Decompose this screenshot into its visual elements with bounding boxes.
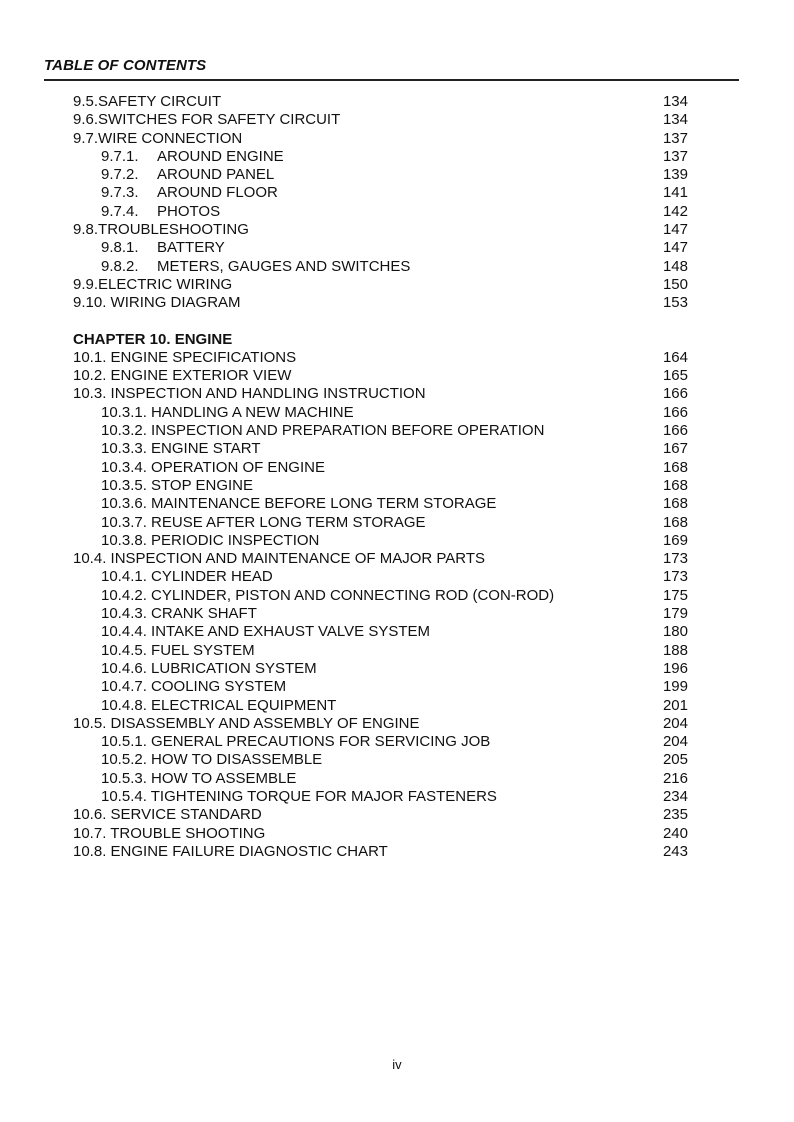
- toc-entry[interactable]: [73, 258, 688, 276]
- toc-entry-page: 168: [662, 476, 688, 494]
- toc-entry-page: 196: [662, 659, 688, 677]
- toc-entry[interactable]: [73, 550, 688, 568]
- toc-entry-label: 10.4.5. FUEL SYSTEM: [101, 641, 255, 659]
- toc-entry-page: 165: [662, 367, 688, 385]
- toc-entry-page: 216: [662, 769, 688, 787]
- toc-entry[interactable]: [73, 568, 688, 586]
- toc-entry[interactable]: [73, 148, 688, 166]
- toc-entry[interactable]: [73, 514, 688, 532]
- toc-entry[interactable]: [73, 221, 688, 239]
- chapter-10-list: [73, 349, 688, 861]
- toc-entry-page: 153: [662, 294, 688, 312]
- toc-entry[interactable]: [73, 806, 688, 824]
- toc-entry-label: [73, 111, 340, 129]
- toc-entry[interactable]: [73, 184, 688, 202]
- toc-entry[interactable]: [73, 825, 688, 843]
- toc-entry-number: 9.7.1.: [101, 147, 139, 165]
- toc-entry[interactable]: [73, 93, 688, 111]
- toc-entry-text: BATTERY: [157, 239, 225, 257]
- toc-entry-label: [73, 294, 241, 312]
- toc-entry[interactable]: [73, 166, 688, 184]
- toc-entry-label: 10.3.3. ENGINE START: [101, 440, 261, 458]
- toc-entry[interactable]: [73, 440, 688, 458]
- toc-entry[interactable]: [73, 843, 688, 861]
- toc-entry-number: 9.8.2.: [101, 257, 139, 275]
- toc-entry-page: 168: [662, 513, 688, 531]
- toc-entry-label: 10.4. INSPECTION AND MAINTENANCE OF MAJOR PARTS: [73, 550, 486, 568]
- toc-entry-page: 188: [662, 641, 688, 659]
- toc-entry-page: 134: [662, 93, 688, 110]
- toc-entry[interactable]: [73, 367, 688, 385]
- toc-entry[interactable]: [73, 532, 688, 550]
- toc-entry[interactable]: [73, 495, 688, 513]
- toc-entry-page: 234: [662, 787, 688, 805]
- toc-entry-number: 9.7.: [73, 129, 99, 147]
- toc-entry[interactable]: [73, 715, 688, 733]
- toc-entry-page: 240: [662, 824, 688, 842]
- toc-entry-page: 204: [662, 733, 688, 751]
- toc-entry[interactable]: [73, 111, 688, 129]
- toc-entry-label: 10.5.4. TIGHTENING TORQUE FOR MAJOR FASTENERS: [101, 787, 497, 805]
- toc-entry-page: 137: [662, 147, 688, 165]
- toc-entry-text: SAFETY CIRCUIT: [98, 93, 222, 110]
- toc-entry-page: 204: [662, 714, 688, 732]
- toc-entry-label: 10.4.3. CRANK SHAFT: [101, 605, 257, 623]
- toc-entry[interactable]: [73, 404, 688, 422]
- toc-entry-page: 235: [662, 806, 688, 824]
- toc-entry-label: 10.4.1. CYLINDER HEAD: [101, 568, 273, 586]
- toc-entry-page: 180: [662, 623, 688, 641]
- toc-entry[interactable]: [73, 660, 688, 678]
- toc-entry-page: 168: [662, 458, 688, 476]
- section-9-list: [73, 93, 688, 313]
- toc-entry-label: 10.3. INSPECTION AND HANDLING INSTRUCTION: [73, 385, 426, 403]
- toc-entry-label: [73, 276, 232, 294]
- toc-entry-text: AROUND ENGINE: [157, 147, 284, 165]
- toc-entry-label: [101, 184, 278, 202]
- toc-entry-page: 139: [662, 166, 688, 184]
- toc-entry-label: 10.3.8. PERIODIC INSPECTION: [101, 531, 320, 549]
- toc-entry[interactable]: [73, 751, 688, 769]
- toc-entry-text: AROUND FLOOR: [157, 184, 278, 202]
- toc-entry-text: WIRE CONNECTION: [98, 129, 243, 147]
- toc-entry-page: 137: [662, 129, 688, 147]
- toc-entry-label: 10.5.3. HOW TO ASSEMBLE: [101, 769, 297, 787]
- toc-entry-page: 147: [662, 221, 688, 239]
- toc-entry-page: 173: [662, 550, 688, 568]
- toc-entry[interactable]: [73, 587, 688, 605]
- toc-entry-page: 179: [662, 605, 688, 623]
- chapter-title: CHAPTER 10. ENGINE: [73, 330, 233, 348]
- toc-entry-label: 10.2. ENGINE EXTERIOR VIEW: [73, 367, 292, 385]
- toc-entry-label: 10.3.2. INSPECTION AND PREPARATION BEFORE OPERATION: [101, 422, 545, 440]
- toc-entry-page: 147: [662, 239, 688, 257]
- toc-entry-page: 169: [662, 531, 688, 549]
- toc-entry[interactable]: [73, 642, 688, 660]
- toc-entry-text: WIRING DIAGRAM: [106, 294, 241, 312]
- toc-entry-label: [101, 203, 220, 221]
- toc-entry-page: 205: [662, 751, 688, 769]
- page-header: [44, 57, 739, 81]
- toc-entry-label: 10.3.7. REUSE AFTER LONG TERM STORAGE: [101, 513, 426, 531]
- toc-entry[interactable]: [73, 459, 688, 477]
- page-title: TABLE OF CONTENTS: [44, 57, 207, 74]
- toc-entry-label: 10.5.2. HOW TO DISASSEMBLE: [101, 751, 323, 769]
- toc-entry[interactable]: [73, 770, 688, 788]
- toc-entry[interactable]: [73, 385, 688, 403]
- toc-entry[interactable]: [73, 130, 688, 148]
- toc-entry[interactable]: [73, 605, 688, 623]
- toc-entry-number: 9.5.: [73, 93, 99, 110]
- toc-entry-label: 10.3.5. STOP ENGINE: [101, 476, 254, 494]
- toc-entry[interactable]: [73, 697, 688, 715]
- toc-entry-number: 9.8.1.: [101, 239, 139, 257]
- toc-entry[interactable]: [73, 203, 688, 221]
- toc-entry[interactable]: [73, 477, 688, 495]
- toc-entry-label: 10.1. ENGINE SPECIFICATIONS: [73, 348, 297, 366]
- toc-entry-label: [101, 258, 410, 276]
- toc-entry-text: AROUND PANEL: [157, 166, 275, 184]
- toc-entry-label: 10.5.1. GENERAL PRECAUTIONS FOR SERVICING JOB: [101, 733, 491, 751]
- toc-entry[interactable]: [73, 349, 688, 367]
- toc-entry-text: METERS, GAUGES AND SWITCHES: [157, 257, 411, 275]
- toc-entry-label: [73, 93, 221, 111]
- toc-entry-number: 9.7.2.: [101, 166, 139, 184]
- toc-entry[interactable]: [73, 623, 688, 641]
- toc-entry-label: 10.4.2. CYLINDER, PISTON AND CONNECTING ROD (CON-ROD): [101, 586, 555, 604]
- toc-entry[interactable]: [73, 678, 688, 696]
- toc-entry-page: 164: [662, 348, 688, 366]
- toc-entry[interactable]: [73, 788, 688, 806]
- toc-entry-number: 9.9.: [73, 275, 99, 293]
- toc-entry-page: 150: [662, 275, 688, 293]
- toc-entry-page: 134: [662, 111, 688, 129]
- toc-entry-text: ELECTRIC WIRING: [98, 275, 233, 293]
- toc-entry[interactable]: [73, 733, 688, 751]
- toc-entry-number: 9.7.4.: [101, 202, 139, 220]
- toc-entry-label: [101, 148, 284, 166]
- toc-entry-page: 166: [662, 403, 688, 421]
- toc-entry-label: 10.8. ENGINE FAILURE DIAGNOSTIC CHART: [73, 842, 388, 860]
- toc-entry-label: 10.3.1. HANDLING A NEW MACHINE: [101, 403, 354, 421]
- table-of-contents: [73, 93, 688, 861]
- toc-entry-text: PHOTOS: [157, 202, 221, 220]
- toc-entry-page: 166: [662, 385, 688, 403]
- toc-entry-number: 9.7.3.: [101, 184, 139, 202]
- toc-entry[interactable]: [73, 276, 688, 294]
- toc-entry-page: 167: [662, 440, 688, 458]
- toc-entry[interactable]: [73, 239, 688, 257]
- toc-entry-page: 148: [662, 257, 688, 275]
- toc-entry-label: 10.7. TROUBLE SHOOTING: [73, 824, 266, 842]
- toc-entry-page: 175: [662, 586, 688, 604]
- toc-entry-label: [73, 130, 242, 148]
- toc-entry-number: 9.8.: [73, 221, 99, 239]
- toc-entry-label: 10.4.4. INTAKE AND EXHAUST VALVE SYSTEM: [101, 623, 431, 641]
- toc-entry-label: [101, 239, 225, 257]
- toc-entry-text: SWITCHES FOR SAFETY CIRCUIT: [98, 111, 341, 129]
- page-number: iv: [392, 1057, 402, 1072]
- toc-entry-page: 199: [662, 678, 688, 696]
- toc-entry-number: 9.6.: [73, 111, 99, 129]
- toc-entry-page: 142: [662, 202, 688, 220]
- toc-entry-number: 9.10.: [73, 294, 107, 312]
- toc-entry-label: 10.3.6. MAINTENANCE BEFORE LONG TERM STORAGE: [101, 495, 497, 513]
- toc-entry-page: 168: [662, 495, 688, 513]
- toc-entry-label: [101, 166, 274, 184]
- toc-entry-page: 201: [662, 696, 688, 714]
- toc-entry-page: 166: [662, 422, 688, 440]
- toc-entry[interactable]: [73, 294, 688, 312]
- toc-entry-label: 10.5. DISASSEMBLY AND ASSEMBLY OF ENGINE: [73, 714, 420, 732]
- toc-entry-label: 10.4.8. ELECTRICAL EQUIPMENT: [101, 696, 337, 714]
- toc-entry-text: TROUBLESHOOTING: [98, 221, 249, 239]
- toc-entry-label: 10.4.6. LUBRICATION SYSTEM: [101, 659, 317, 677]
- toc-entry-label: [73, 221, 249, 239]
- toc-entry-label: 10.3.4. OPERATION OF ENGINE: [101, 458, 325, 476]
- toc-entry-label: 10.6. SERVICE STANDARD: [73, 806, 262, 824]
- toc-entry-page: 141: [662, 184, 688, 202]
- toc-entry-page: 173: [662, 568, 688, 586]
- toc-entry-page: 243: [662, 842, 688, 860]
- toc-entry-label: 10.4.7. COOLING SYSTEM: [101, 678, 287, 696]
- toc-entry[interactable]: [73, 422, 688, 440]
